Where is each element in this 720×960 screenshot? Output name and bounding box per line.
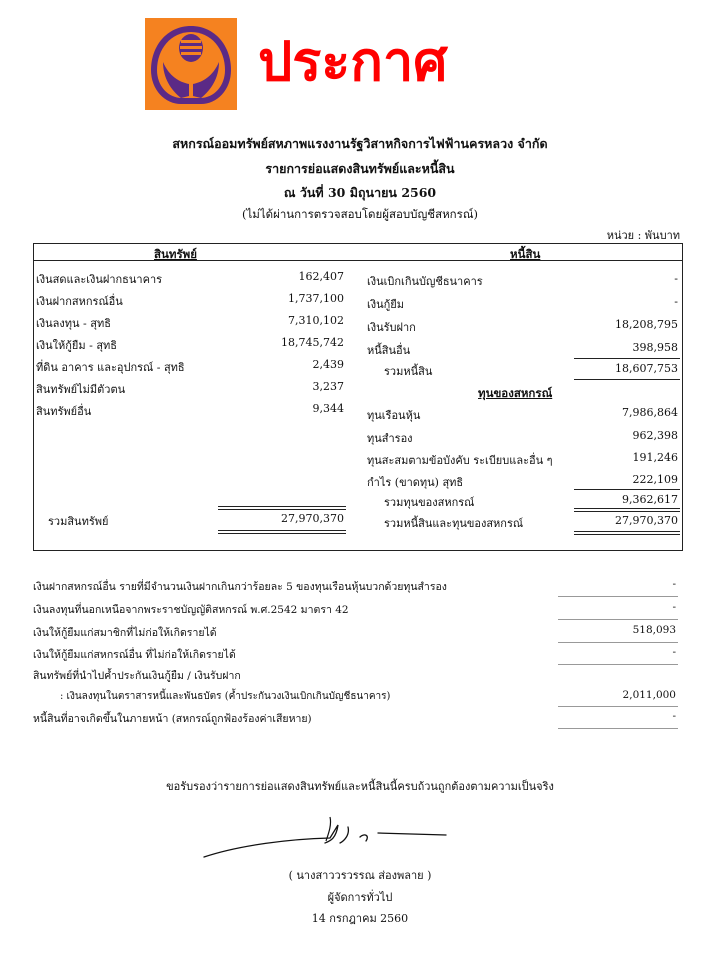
signatory-position: ผู้จัดการทั่วไป xyxy=(327,891,393,904)
equity-heading: ทุนของสหกรณ์ xyxy=(478,386,553,400)
liability-label: หนี้สินอื่น xyxy=(367,344,411,357)
grand-total-value: 27,970,370 xyxy=(615,514,678,527)
equity-value: 962,398 xyxy=(632,429,678,442)
assets-heading: สินทรัพย์ xyxy=(154,247,197,261)
asset-label: เงินให้กู้ยืม - สุทธิ xyxy=(36,339,118,352)
asset-value: 7,310,102 xyxy=(288,314,344,327)
asset-label: สินทรัพย์ไม่มีตัวตน xyxy=(36,383,126,396)
note-label: เงินให้กู้ยืมแก่สมาชิกที่ไม่ก่อให้เกิดรายได้ xyxy=(33,627,217,639)
note-label: : เงินลงทุนในตราสารหนี้และพันธบัตร (ค้ำประกันวงเงินเบิกเกินบัญชีธนาคาร) xyxy=(60,691,391,702)
liability-value: 398,958 xyxy=(632,341,678,354)
report-date: ณ วันที่ 30 มิถุนายน 2560 xyxy=(283,185,437,200)
asset-value: 3,237 xyxy=(312,380,344,393)
total-equity-value: 9,362,617 xyxy=(622,493,678,506)
equity-value: 222,109 xyxy=(632,473,678,486)
note-value: - xyxy=(672,578,676,590)
balance-sheet-table xyxy=(33,243,683,551)
asset-label: สินทรัพย์อื่น xyxy=(36,405,92,418)
unit-label: หน่วย : พันบาท xyxy=(606,229,680,242)
signature xyxy=(200,805,450,865)
note-value: - xyxy=(672,710,676,722)
equity-value: 7,986,864 xyxy=(622,406,678,419)
asset-label: เงินสดและเงินฝากธนาคาร xyxy=(36,273,163,286)
asset-value: 2,439 xyxy=(312,358,344,371)
audit-note: (ไม่ได้ผ่านการตรวจสอบโดยผู้สอบบัญชีสหกรณ์) xyxy=(242,207,478,221)
announcement-headline: ประกาศ xyxy=(258,30,448,93)
signatory-name: ( นางสาววรวรรณ ส่องพลาย ) xyxy=(288,869,432,882)
asset-value: 9,344 xyxy=(312,402,344,415)
note-label: สินทรัพย์ที่นำไปค้ำประกันเงินกู้ยืม / เงินรับฝาก xyxy=(33,670,241,682)
liability-value: - xyxy=(674,295,678,308)
note-label: เงินฝากสหกรณ์อื่น รายที่มีจำนวนเงินฝากเกินกว่าร้อยละ 5 ของทุนเรือนหุ้นบวกด้วยทุนสำรอง xyxy=(33,581,447,593)
asset-label: ที่ดิน อาคาร และอุปกรณ์ - สุทธิ xyxy=(36,361,185,374)
certification-statement: ขอรับรองว่ารายการย่อแสดงสินทรัพย์และหนี้สินนี้ครบถ้วนถูกต้องตามความเป็นจริง xyxy=(166,780,554,793)
asset-label: เงินลงทุน - สุทธิ xyxy=(36,317,111,330)
note-value: 2,011,000 xyxy=(622,689,676,701)
asset-value: 162,407 xyxy=(298,270,344,283)
liabilities-heading: หนี้สิน xyxy=(510,247,541,261)
equity-label: ทุนสำรอง xyxy=(367,432,413,445)
note-label: เงินลงทุนที่นอกเหนือจากพระราชบัญญัติสหกรณ์ พ.ศ.2542 มาตรา 42 xyxy=(33,604,349,616)
report-title: รายการย่อแสดงสินทรัพย์และหนี้สิน xyxy=(265,161,455,176)
total-liabilities-label: รวมหนี้สิน xyxy=(384,365,433,378)
equity-value: 191,246 xyxy=(632,451,678,464)
total-liabilities-value: 18,607,753 xyxy=(615,362,678,375)
cooperative-logo xyxy=(145,18,237,110)
liability-label: เงินรับฝาก xyxy=(367,321,416,334)
note-value: - xyxy=(672,601,676,613)
equity-label: กำไร (ขาดทุน) สุทธิ xyxy=(367,476,464,489)
total-assets-value: 27,970,370 xyxy=(281,512,344,525)
equity-label: ทุนเรือนหุ้น xyxy=(367,409,421,422)
signature-date: 14 กรกฎาคม 2560 xyxy=(311,912,409,925)
liability-value: 18,208,795 xyxy=(615,318,678,331)
note-value: - xyxy=(672,646,676,658)
organization-name: สหกรณ์ออมทรัพย์สหภาพแรงงานรัฐวิสาหกิจการไฟฟ้านครหลวง จำกัด xyxy=(172,136,548,151)
asset-value: 1,737,100 xyxy=(288,292,344,305)
asset-label: เงินฝากสหกรณ์อื่น xyxy=(36,295,123,308)
note-value: 518,093 xyxy=(632,624,676,636)
liability-value: - xyxy=(674,272,678,285)
note-label: หนี้สินที่อาจเกิดขึ้นในภายหน้า (สหกรณ์ถูกฟ้องร้องค่าเสียหาย) xyxy=(33,713,312,725)
liability-label: เงินกู้ยืม xyxy=(367,298,405,311)
grand-total-label: รวมหนี้สินและทุนของสหกรณ์ xyxy=(384,517,524,530)
liability-label: เงินเบิกเกินบัญชีธนาคาร xyxy=(367,275,483,288)
equity-label: ทุนสะสมตามข้อบังคับ ระเบียบและอื่น ๆ xyxy=(367,454,553,467)
total-assets-label: รวมสินทรัพย์ xyxy=(48,515,109,528)
total-equity-label: รวมทุนของสหกรณ์ xyxy=(384,496,475,509)
note-label: เงินให้กู้ยืมแก่สหกรณ์อื่น ที่ไม่ก่อให้เกิดรายได้ xyxy=(33,649,236,661)
asset-value: 18,745,742 xyxy=(281,336,344,349)
